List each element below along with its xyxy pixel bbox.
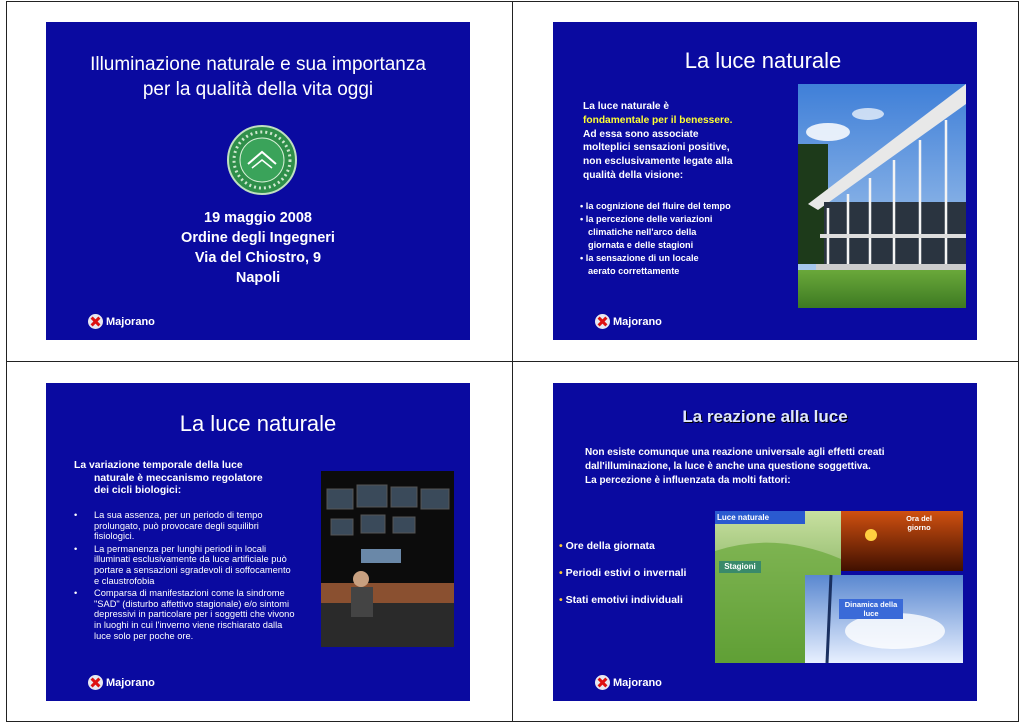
list-item: • Periodi estivi o invernali: [559, 567, 687, 579]
event-org: Ordine degli Ingegneri: [181, 230, 335, 246]
label-stagioni: Stagioni: [719, 561, 761, 573]
list-item: • La sua assenza, per un periodo di tempo prolungato, può provocare degli squilibri fisiologici.: [74, 510, 263, 542]
slide-3-title: La luce naturale: [179, 411, 337, 436]
slide-1-details: [46, 208, 470, 288]
ordine-ingegneri-seal-icon: [226, 124, 298, 196]
slide-3-bullets: [74, 510, 296, 641]
majorano-logo-icon: [595, 675, 610, 690]
label-dinamica-luce: Dinamica della luce: [839, 599, 903, 619]
list-item: climatiche nell'arco della: [588, 227, 697, 237]
list-item: • La permanenza per lunghi periodi in locali illuminati esclusivamente da luce artificiale può portare a sensazioni sgradevoli di soffocamento e claustrofobia: [74, 543, 291, 586]
list-item: • la cognizione del fluire del tempo: [580, 201, 731, 211]
label-ora-del-giorno: Ora del giorno: [906, 514, 932, 532]
list-item: giornata e delle stagioni: [588, 240, 694, 250]
list-item: • Comparsa di manifestazioni come la sindrome "SAD" (disturbo affettivo stagionale) e/o sintomi depressivi in particolare per i soggetti che vivono in luoghi in cui l'inverno viene rischiarato dalla luce solo per poche ore.: [74, 588, 295, 641]
list-item: • la percezione delle variazioni: [580, 214, 713, 224]
majorano-logo-icon: [88, 314, 103, 329]
majorano-logo: Majorano: [88, 314, 155, 329]
slide-2-paragraph: La luce naturale è fondamentale per il benessere. Ad essa sono associate molteplici sensazioni positive, non esclusivamente legate alla qualità della visione:: [583, 101, 733, 181]
slide-1-title: Illuminazione naturale e sua importanza per la qualità della vita oggi: [90, 54, 426, 100]
list-item: • Stati emotivi individuali: [559, 594, 683, 606]
majorano-logo-icon: [595, 314, 610, 329]
landscape-collage-photo: [715, 511, 963, 663]
slide-2-bullets: [580, 200, 780, 278]
majorano-logo: Majorano: [595, 675, 662, 690]
slide-4: [553, 383, 977, 701]
control-room-photo: [321, 471, 454, 647]
list-item: aerato correttamente: [588, 266, 680, 276]
slide-3: [46, 383, 470, 701]
slide-2: [553, 22, 977, 340]
majorano-logo: Majorano: [595, 314, 662, 329]
majorano-logo: Majorano: [88, 675, 155, 690]
slide-4-intro: Non esiste comunque una reazione universale agli effetti creati dall'illuminazione, la luce è anche una questione soggettiva. La percezione è influenzata da molti fattori:: [585, 447, 885, 486]
event-address: Via del Chiostro, 9: [194, 250, 322, 266]
list-item: • la sensazione di un locale: [580, 253, 699, 263]
slide-3-lead: La variazione temporale della luce naturale è meccanismo regolatore dei cicli biologici:: [74, 460, 263, 496]
label-luce-naturale: Luce naturale: [715, 511, 805, 524]
slide-4-title: La reazione alla luce: [682, 407, 848, 426]
majorano-logo-icon: [88, 675, 103, 690]
event-date: 19 maggio 2008: [204, 210, 312, 226]
slide-4-bullets: [559, 540, 719, 606]
list-item: • Ore della giornata: [559, 540, 655, 552]
slide-1: [46, 22, 470, 340]
modern-house-photo: [798, 84, 966, 308]
slide-2-title: La luce naturale: [684, 48, 842, 73]
event-city: Napoli: [235, 270, 281, 286]
